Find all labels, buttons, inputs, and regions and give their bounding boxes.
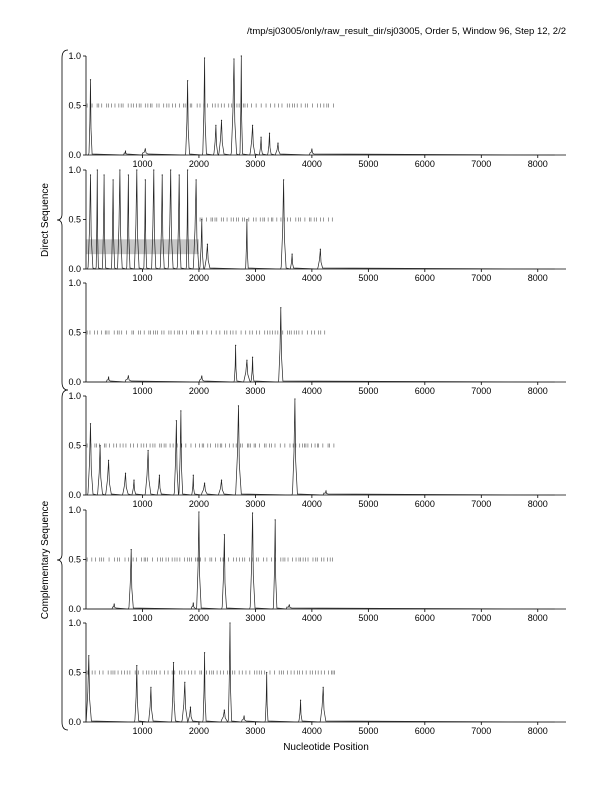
data-point	[204, 57, 205, 58]
data-point	[244, 715, 245, 716]
group-labels	[40, 50, 68, 730]
x-tick-label: 1000	[132, 613, 153, 623]
data-point	[148, 450, 149, 451]
data-point	[187, 169, 188, 170]
x-tick-label: 4000	[301, 499, 322, 509]
panel-4	[68, 391, 566, 509]
x-tick-label: 8000	[527, 273, 548, 283]
data-point	[260, 137, 261, 138]
y-tick-label: 0.0	[68, 604, 81, 614]
data-point	[224, 534, 225, 535]
data-point	[266, 672, 267, 673]
data-point	[269, 133, 270, 134]
data-point	[180, 410, 181, 411]
y-tick-label: 0.5	[68, 214, 81, 225]
x-tick-label: 1000	[132, 499, 153, 509]
x-tick-label: 3000	[245, 613, 266, 623]
data-point	[128, 375, 129, 376]
data-point	[207, 244, 208, 245]
data-point	[275, 519, 276, 520]
data-point	[198, 511, 199, 512]
x-tick-label: 6000	[414, 386, 435, 396]
data-point	[131, 549, 132, 550]
data-point	[320, 249, 321, 250]
y-tick-label: 0.0	[68, 150, 81, 160]
panel-1	[68, 51, 566, 169]
data-point	[289, 604, 290, 605]
group-brace	[57, 390, 68, 730]
y-tick-label: 0.0	[68, 490, 81, 500]
data-point	[114, 603, 115, 604]
x-tick-label: 3000	[245, 499, 266, 509]
data-point	[128, 174, 129, 175]
x-tick-label: 8000	[527, 499, 548, 509]
x-tick-label: 5000	[358, 386, 379, 396]
data-point	[204, 652, 205, 653]
x-tick-label: 4000	[301, 273, 322, 283]
data-point	[136, 169, 137, 170]
series-trace	[86, 623, 555, 722]
data-point	[235, 345, 236, 346]
data-point	[196, 179, 197, 180]
data-point	[233, 58, 234, 59]
data-point	[187, 80, 188, 81]
y-tick-label: 0.0	[68, 717, 81, 727]
data-point	[204, 483, 205, 484]
y-tick-label: 1.0	[68, 278, 81, 288]
y-tick-label: 0.5	[68, 327, 81, 338]
x-tick-label: 5000	[358, 273, 379, 283]
data-point	[170, 169, 171, 170]
x-tick-label: 4000	[301, 159, 322, 169]
sequence-marks	[87, 331, 325, 335]
data-point	[90, 79, 91, 80]
y-tick-label: 0.5	[68, 440, 81, 451]
panels	[68, 51, 566, 736]
y-tick-label: 1.0	[68, 618, 81, 628]
data-point	[113, 179, 114, 180]
y-tick-label: 0.5	[68, 667, 81, 678]
data-point	[311, 148, 312, 149]
data-point	[90, 423, 91, 424]
x-tick-label: 1000	[132, 726, 153, 736]
x-tick-label: 4000	[301, 613, 322, 623]
group-label: Complementary Sequence	[40, 500, 51, 620]
y-tick-label: 0.0	[68, 377, 81, 387]
x-tick-label: 7000	[471, 273, 492, 283]
data-point	[201, 219, 202, 220]
sequence-marks	[87, 444, 334, 448]
sequence-marks	[87, 104, 333, 108]
group-brace	[57, 50, 68, 390]
x-tick-label: 1000	[132, 159, 153, 169]
data-point	[125, 473, 126, 474]
x-tick-label: 8000	[527, 159, 548, 169]
data-point	[252, 357, 253, 358]
data-point	[201, 375, 202, 376]
y-tick-label: 0.5	[68, 554, 81, 565]
data-point	[246, 219, 247, 220]
data-point	[193, 475, 194, 476]
data-point	[294, 398, 295, 399]
x-tick-label: 7000	[471, 386, 492, 396]
x-tick-label: 8000	[527, 386, 548, 396]
y-tick-label: 1.0	[68, 391, 81, 401]
data-point	[193, 602, 194, 603]
x-tick-label: 1000	[132, 386, 153, 396]
data-point	[277, 143, 278, 144]
x-tick-label: 2000	[188, 159, 209, 169]
x-tick-label: 2000	[188, 726, 209, 736]
y-tick-label: 0.0	[68, 264, 81, 274]
x-tick-label: 3000	[245, 273, 266, 283]
data-point	[103, 174, 104, 175]
data-point	[173, 662, 174, 663]
x-tick-label: 2000	[188, 613, 209, 623]
data-point	[252, 125, 253, 126]
panel-6	[68, 618, 566, 736]
data-point	[292, 254, 293, 255]
x-tick-label: 1000	[132, 273, 153, 283]
data-point	[97, 169, 98, 170]
data-point	[190, 707, 191, 708]
x-tick-label: 4000	[301, 726, 322, 736]
x-tick-label: 2000	[188, 273, 209, 283]
data-point	[90, 174, 91, 175]
chart-title: /tmp/sj03005/only/raw_result_dir/sj03005, Order 5, Window 96, Step 12, 2/2	[247, 26, 566, 37]
data-point	[229, 622, 230, 623]
x-tick-label: 3000	[245, 159, 266, 169]
data-point	[145, 148, 146, 149]
data-point	[108, 460, 109, 461]
data-point	[125, 150, 126, 151]
x-tick-label: 5000	[358, 613, 379, 623]
data-point	[108, 376, 109, 377]
data-point	[119, 169, 120, 170]
y-tick-label: 1.0	[68, 505, 81, 515]
x-tick-label: 6000	[414, 273, 435, 283]
data-point	[153, 169, 154, 170]
x-tick-label: 8000	[527, 613, 548, 623]
data-point	[283, 179, 284, 180]
x-tick-label: 8000	[527, 726, 548, 736]
data-point	[179, 174, 180, 175]
panel-2	[68, 165, 566, 283]
series-trace	[87, 308, 555, 382]
data-point	[136, 665, 137, 666]
x-tick-label: 5000	[358, 726, 379, 736]
x-tick-label: 2000	[188, 499, 209, 509]
data-point	[159, 475, 160, 476]
data-point	[184, 682, 185, 683]
data-point	[133, 480, 134, 481]
x-tick-label: 7000	[471, 499, 492, 509]
sequence-marks	[87, 558, 332, 562]
x-tick-label: 6000	[414, 613, 435, 623]
data-point	[145, 179, 146, 180]
data-point	[221, 480, 222, 481]
sequence-marks	[87, 671, 334, 675]
panel-3	[68, 278, 566, 396]
data-point	[215, 125, 216, 126]
x-tick-label: 4000	[301, 386, 322, 396]
x-tick-label: 5000	[358, 499, 379, 509]
x-tick-label: 6000	[414, 726, 435, 736]
data-point	[241, 55, 242, 56]
x-tick-label: 3000	[245, 726, 266, 736]
data-point	[224, 710, 225, 711]
y-tick-label: 0.5	[68, 100, 81, 111]
data-point	[100, 445, 101, 446]
group-label: Direct Sequence	[40, 183, 51, 257]
data-point	[323, 687, 324, 688]
data-point	[300, 700, 301, 701]
sequence-marks	[200, 218, 332, 222]
data-point	[238, 405, 239, 406]
x-tick-label: 7000	[471, 613, 492, 623]
data-point	[88, 655, 89, 656]
data-point	[252, 512, 253, 513]
data-point	[246, 360, 247, 361]
data-point	[150, 687, 151, 688]
panel-5	[68, 505, 566, 623]
data-point	[221, 120, 222, 121]
y-tick-label: 1.0	[68, 51, 81, 61]
y-tick-label: 1.0	[68, 165, 81, 175]
x-tick-label: 6000	[414, 159, 435, 169]
data-point	[325, 490, 326, 491]
series-trace	[87, 56, 555, 155]
series-trace	[87, 399, 555, 495]
x-tick-label: 2000	[188, 386, 209, 396]
x-tick-label: 5000	[358, 159, 379, 169]
data-point	[280, 307, 281, 308]
data-point	[162, 174, 163, 175]
x-tick-label: 3000	[245, 386, 266, 396]
x-tick-label: 7000	[471, 159, 492, 169]
x-tick-label: 6000	[414, 499, 435, 509]
x-axis-label: Nucleotide Position	[283, 742, 369, 753]
data-point	[176, 420, 177, 421]
x-tick-label: 7000	[471, 726, 492, 736]
